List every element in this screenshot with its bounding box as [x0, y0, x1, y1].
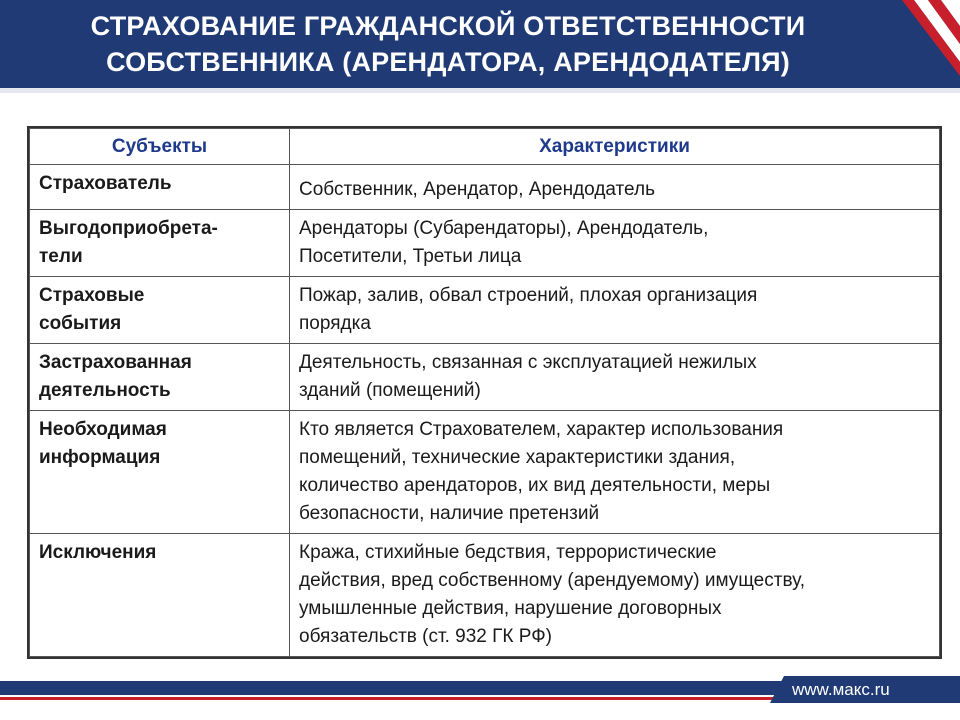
table-row — [30, 277, 940, 344]
subject-text: Страхователь — [39, 173, 172, 194]
subject-cell — [30, 344, 290, 411]
subject-text: тели — [39, 246, 83, 267]
characteristic-text: помещений, технические характеристики здания, — [299, 447, 736, 468]
characteristic-cell — [290, 210, 940, 277]
insurance-table — [27, 126, 942, 659]
characteristic-text: Деятельность, связанная с эксплуатацией нежилых — [299, 352, 757, 373]
characteristic-text: Кто является Страхователем, характер использования — [299, 419, 784, 440]
characteristic-cell — [290, 165, 940, 210]
characteristic-text: действия, вред собственному (арендуемому) имуществу, — [299, 570, 806, 591]
subject-text: Страховые — [39, 285, 145, 306]
table-row — [30, 165, 940, 210]
characteristic-text: умышленные действия, нарушение договорных — [299, 598, 722, 619]
subject-text: информация — [39, 447, 161, 468]
title-line-1: СТРАХОВАНИЕ ГРАЖДАНСКОЙ ОТВЕТСТВЕННОСТИ — [90, 11, 806, 41]
characteristic-text: Кража, стихийные бедствия, террористические — [299, 542, 717, 563]
column-header-subjects: Субъекты — [30, 129, 290, 165]
table-row — [30, 344, 940, 411]
subject-text: Застрахованная — [39, 352, 192, 373]
characteristic-text: зданий (помещений) — [299, 380, 481, 401]
subject-cell — [30, 411, 290, 534]
subject-cell — [30, 277, 290, 344]
characteristic-text: Пожар, залив, обвал строений, плохая организация — [299, 285, 758, 306]
subject-text: события — [39, 313, 122, 334]
subject-text: Необходимая — [39, 419, 167, 440]
subject-cell — [30, 165, 290, 210]
title-line-2: СОБСТВЕННИКА (АРЕНДАТОРА, АРЕНДОДАТЕЛЯ) — [106, 47, 790, 77]
table-row — [30, 210, 940, 277]
characteristic-text: Арендаторы (Субарендаторы), Арендодатель, — [299, 218, 709, 239]
footer-url-link[interactable]: www.макс.ru — [792, 680, 890, 699]
characteristic-cell — [290, 534, 940, 657]
characteristic-text: Собственник, Арендатор, Арендодатель — [299, 179, 655, 200]
slide-header — [0, 0, 960, 88]
table-row — [30, 411, 940, 534]
slide-title — [18, 8, 878, 80]
characteristic-text: порядка — [299, 313, 371, 334]
characteristic-cell — [290, 411, 940, 534]
subject-text: деятельность — [39, 380, 171, 401]
makc-flag-logo-icon — [894, 0, 960, 88]
characteristic-text: обязательств (ст. 932 ГК РФ) — [299, 626, 552, 647]
characteristic-text: количество арендаторов, их вид деятельности, меры — [299, 475, 771, 496]
subject-cell — [30, 210, 290, 277]
subject-text: Выгодоприобрета- — [39, 218, 218, 239]
table-row — [30, 534, 940, 657]
characteristic-text: Посетители, Третьи лица — [299, 246, 522, 267]
subject-cell — [30, 534, 290, 657]
characteristic-text: безопасности, наличие претензий — [299, 503, 600, 524]
characteristic-cell — [290, 277, 940, 344]
subject-text: Исключения — [39, 542, 157, 563]
table-header-row — [30, 129, 940, 165]
column-header-characteristics: Характеристики — [290, 129, 940, 165]
characteristic-cell — [290, 344, 940, 411]
header-divider — [0, 88, 960, 93]
